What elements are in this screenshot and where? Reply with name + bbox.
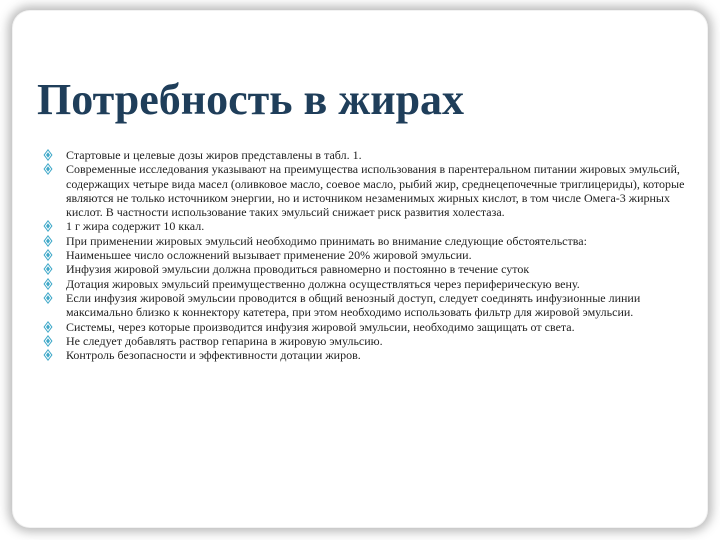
bullet-item (40, 248, 690, 262)
bullet-marker-icon (43, 335, 53, 347)
bullet-item (40, 291, 690, 320)
bullet-marker-icon (43, 149, 53, 161)
bullet-text: Дотация жировых эмульсий преимущественно должна осуществляться через периферическую вену. (66, 276, 580, 291)
bullet-item (40, 219, 690, 233)
bullet-item (40, 277, 690, 291)
bullet-text: Наименьшее число осложнений вызывает применение 20% жировой эмульсии. (66, 248, 472, 263)
bullet-text: Современные исследования указывают на преимущества использования в парентеральном питании жировых эмульсий, содержащих четыре вида масел (оливковое масло, соевое масло, рыбий жир, среднецепочечные триглицериды), которые являются не только источником энергии, но и источником незаменимых жирных кислот, в том числе Омега-3 жирных кислот. В частности использование таких эмульсий снижает риск развития холестаза. (66, 162, 685, 220)
bullet-text: При применении жировых эмульсий необходимо принимать во внимание следующие обстоятельства: (66, 233, 587, 248)
bullet-marker-icon (43, 349, 53, 361)
bullet-text: Инфузия жировой эмульсии должна проводиться равномерно и постоянно в течение суток (66, 262, 530, 277)
bullet-text: Контроль безопасности и эффективности дотации жиров. (66, 348, 361, 363)
bullet-text: 1 г жира содержит 10 ккал. (66, 219, 205, 234)
bullet-item (40, 262, 690, 276)
bullet-item (40, 148, 690, 162)
bullet-marker-icon (43, 235, 53, 247)
bullet-marker-icon (43, 278, 53, 290)
bullet-item (40, 334, 690, 348)
bullet-marker-icon (43, 263, 53, 275)
bullet-marker-icon (43, 163, 53, 175)
bullet-list (40, 148, 690, 362)
bullet-item (40, 320, 690, 334)
slide-title: Потребность в жирах (37, 75, 465, 124)
bullet-marker-icon (43, 321, 53, 333)
bullet-text: Не следует добавлять раствор гепарина в жировую эмульсию. (66, 333, 383, 348)
bullet-item (40, 162, 690, 219)
bullet-marker-icon (43, 249, 53, 261)
bullet-text: Если инфузия жировой эмульсии проводится в общий венозный доступ, следует соединять инфузионные линии максимально близко к коннектору катетера, при этом необходимо использовать фильтр для жировой эмульсии. (66, 290, 641, 320)
bullet-marker-icon (43, 292, 53, 304)
bullet-text: Системы, через которые производится инфузия жировой эмульсии, необходимо защищать от света. (66, 319, 575, 334)
bullet-item (40, 348, 690, 362)
bullet-text: Стартовые и целевые дозы жиров представлены в табл. 1. (66, 148, 362, 162)
bullet-marker-icon (43, 220, 53, 232)
bullet-item (40, 234, 690, 248)
